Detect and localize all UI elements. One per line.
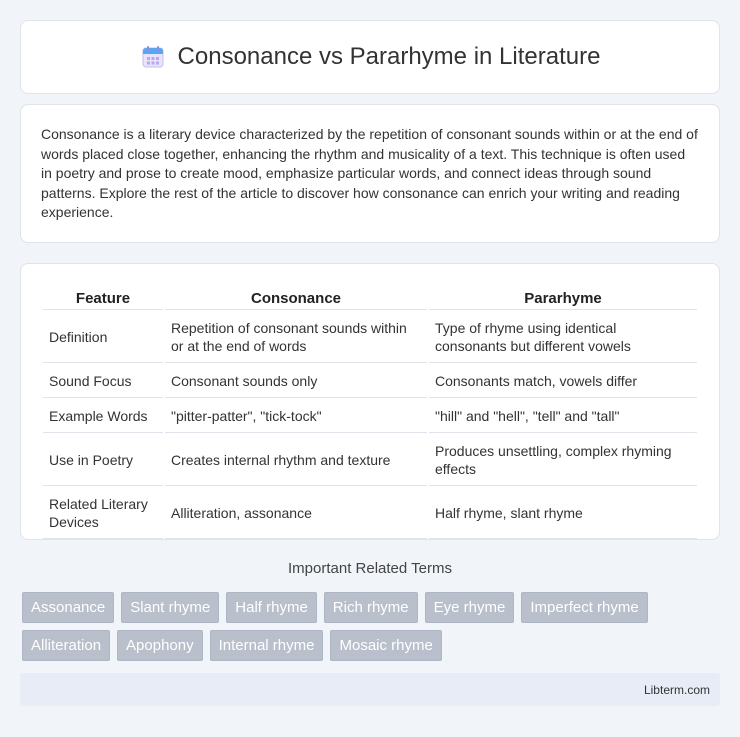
cell-consonance: "pitter-patter", "tick-tock" — [165, 400, 427, 433]
cell-pararhyme: Type of rhyme using identical consonants but different vowels — [429, 312, 697, 363]
table-row — [43, 488, 697, 539]
cell-consonance: Alliteration, assonance — [165, 488, 427, 539]
table-header-row — [43, 286, 697, 310]
table-row — [43, 435, 697, 486]
cell-pararhyme: "hill" and "hell", "tell" and "tall" — [429, 400, 697, 433]
cell-pararhyme: Consonants match, vowels differ — [429, 365, 697, 398]
tag-imperfect-rhyme[interactable]: Imperfect rhyme — [521, 592, 647, 623]
tag-apophony[interactable]: Apophony — [117, 630, 203, 661]
intro-card — [20, 104, 720, 243]
related-terms-tags — [22, 592, 722, 661]
tag-eye-rhyme[interactable]: Eye rhyme — [425, 592, 515, 623]
intro-paragraph: Consonance is a literary device characterized by the repetition of consonant sounds within or at the end of words placed close together, enhancing the rhythm and musicality of a text. This technique is often used in poetry and prose to create mood, emphasize particular words, and connect ideas through sound patterns. Explore the rest of the article to discover how consonance can enrich your writing and reading experience. — [41, 126, 698, 220]
tag-half-rhyme[interactable]: Half rhyme — [226, 592, 317, 623]
cell-feature: Example Words — [43, 400, 163, 433]
cell-feature: Sound Focus — [43, 365, 163, 398]
cell-consonance: Creates internal rhythm and texture — [165, 435, 427, 486]
title-wrap — [140, 43, 601, 71]
cell-pararhyme: Half rhyme, slant rhyme — [429, 488, 697, 539]
header-feature: Feature — [43, 286, 163, 310]
header-card — [20, 20, 720, 94]
page-title: Consonance vs Pararhyme in Literature — [177, 43, 601, 70]
header-consonance: Consonance — [165, 286, 427, 310]
header-pararhyme: Pararhyme — [429, 286, 697, 310]
cell-pararhyme: Produces unsettling, complex rhyming effects — [429, 435, 697, 486]
related-terms-title: Important Related Terms — [288, 560, 452, 577]
table-row — [43, 400, 697, 433]
cell-feature: Use in Poetry — [43, 435, 163, 486]
cell-feature: Definition — [43, 312, 163, 363]
footer — [20, 673, 720, 706]
tag-internal-rhyme[interactable]: Internal rhyme — [210, 630, 324, 661]
cell-consonance: Consonant sounds only — [165, 365, 427, 398]
cell-feature: Related Literary Devices — [43, 488, 163, 539]
tag-mosaic-rhyme[interactable]: Mosaic rhyme — [330, 630, 441, 661]
tag-alliteration[interactable]: Alliteration — [22, 630, 110, 661]
tag-assonance[interactable]: Assonance — [22, 592, 114, 623]
table-row — [43, 365, 697, 398]
tag-rich-rhyme[interactable]: Rich rhyme — [324, 592, 418, 623]
comparison-table-card — [20, 263, 720, 540]
calendar-icon — [140, 44, 166, 70]
cell-consonance: Repetition of consonant sounds within or at the end of words — [165, 312, 427, 363]
tag-slant-rhyme[interactable]: Slant rhyme — [121, 592, 219, 623]
comparison-table — [41, 284, 699, 541]
footer-brand-link[interactable]: Libterm.com — [643, 682, 710, 697]
table-row — [43, 312, 697, 363]
